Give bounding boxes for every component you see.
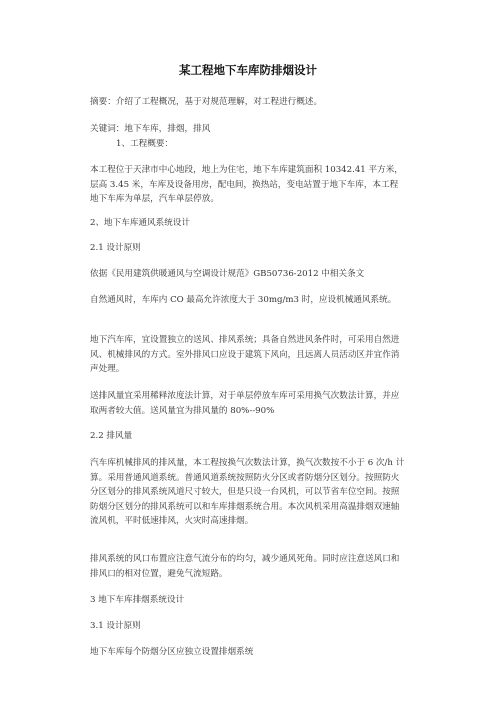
section-1-heading: 1、工程概要： — [116, 139, 174, 149]
section-1-body: 本工程位于天津市中心地段，地上为住宅，地下车库建筑面积 10342.41 平方米，层高 3.45 米，车库及设备用房，配电间，换热站，变电站置于地下车库，本工程地下车库为单层，汽车单层停放。 — [90, 165, 403, 204]
section-2-1-heading: 2.1 设计原则 — [90, 243, 141, 253]
section-2-2-paragraph: 汽车库机械排风的排风量，本工程按换气次数法计算，换气次数按不小于 6 次/h 计算。采用普通风道系统。普通风道系统按照防火分区或者防烟分区划分。按照防火分区划分的排风系统风道尺寸较大，但是只设一台风机，可以节省车位空间。按照防烟分区划分的排风系统可以和车库排烟系统合用。本次风机采用高温排烟双速轴流风机，平时低速排风，火灾时高速排烟。 — [90, 458, 405, 526]
document-title: 某工程地下车库防排烟设计 — [179, 63, 317, 77]
keywords: 关键词：地下车库，排烟，排风 — [90, 124, 211, 134]
section-2-1-paragraph: 送排风量宜采用稀释浓度法计算，对于单层停放车库可采用换气次数法计算，并应取两者较大值。送风量宜为排风量的 80%--90% — [90, 391, 400, 416]
section-2-2-paragraph: 排风系统的风口布置应注意气流分布的均匀，减少通风死角。同时应注意送风口和排风口的相对位置，避免气流短路。 — [90, 554, 400, 579]
section-2-1-paragraph: 自然通风时，车库内 CO 最高允许浓度大于 30mg/m3 时，应设机械通风系统。 — [90, 295, 397, 305]
section-2-1-paragraph: 地下汽车库，宜设置独立的送风、排风系统；具备自然进风条件时，可采用自然进风、机械排风的方式。室外排风口应设于建筑下风向，且远离人员活动区并宜作消声处理。 — [90, 335, 400, 374]
section-3-heading: 3 地下车库排烟系统设计 — [90, 595, 185, 605]
section-2-heading: 2、地下车库通风系统设计 — [90, 218, 190, 228]
abstract: 摘要：介绍了工程概况，基于对规范理解，对工程进行概述。 — [90, 97, 323, 107]
section-2-2-heading: 2.2 排风量 — [90, 431, 133, 441]
section-2-1-paragraph: 依据《民用建筑供暖通风与空调设计规范》GB50736-2012 中相关条文 — [90, 269, 365, 279]
section-3-1-heading: 3.1 设计原则 — [90, 621, 141, 631]
section-3-1-paragraph: 地下车库每个防烟分区应独立设置排烟系统 — [90, 647, 254, 657]
